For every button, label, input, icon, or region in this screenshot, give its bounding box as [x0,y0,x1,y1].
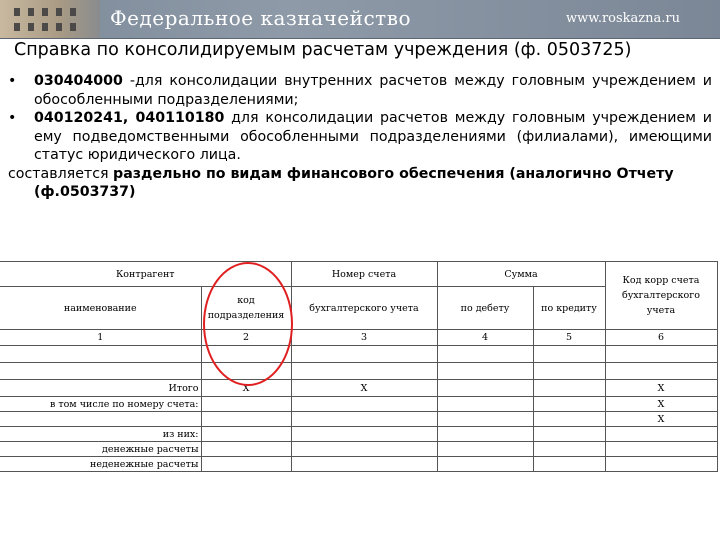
column-number-row [0,330,717,346]
account-codes: 030404000 [34,73,123,89]
bullet-text: -для консолидации внутренних расчетов между головным учреждением и обособленными подразделениями; [34,73,712,108]
header-credit: по кредиту [533,287,605,330]
bullet-marker: • [8,73,17,89]
total-label: Итого [0,380,201,397]
monetary-row [0,442,717,457]
of-which-label: из них: [0,427,201,442]
x-mark: X [605,412,717,427]
building-photo [0,0,100,38]
of-which-row [0,427,717,442]
compose-lead: составляется [8,165,114,182]
header-name: наименование [0,287,201,330]
col-num-3: 3 [291,330,437,346]
col-num-4: 4 [437,330,533,346]
compose-form-ref: (ф.0503737) [34,184,136,200]
bullet-list [8,72,712,202]
header-accounting: бухгалтерского учета [291,287,437,330]
by-account-row [0,397,717,412]
non-monetary-row [0,457,717,472]
account-codes: 040120241, 040110180 [34,110,225,126]
table-row [0,346,717,363]
x-mark: X [605,397,717,412]
header-dept-code: код подразделения [201,287,291,330]
col-num-6: 6 [605,330,717,346]
header-counterparty: Контрагент [0,262,291,287]
monetary-label: денежные расчеты [0,442,201,457]
header-debit: по дебету [437,287,533,330]
compose-note [8,165,712,202]
total-row [0,380,717,397]
header-account-number: Номер счета [291,262,437,287]
table-row [0,412,717,427]
banner-url[interactable]: www.roskazna.ru [565,11,680,26]
consolidation-form-table [0,261,718,472]
table-row [0,363,717,380]
col-num-1: 1 [0,330,201,346]
page-title: Справка по консолидируемым расчетам учреждения (ф. 0503725) [14,40,632,60]
compose-bold: раздельно по видам финансового обеспечения (аналогично Отчету [113,165,674,182]
x-mark: X [605,380,717,397]
bullet-marker: • [8,110,17,126]
col-num-2: 2 [201,330,291,346]
col-num-5: 5 [533,330,605,346]
x-mark: X [291,380,437,397]
banner-title: Федеральное казначейство [110,6,412,30]
bullet-text: для консолидации расчетов между головным учреждением и ему подведомственными обособленными подразделениями (филиалами), имеющими статус юридического лица. [34,110,712,163]
header-banner [0,0,720,39]
highlight-circle [203,262,293,386]
list-item [8,109,712,165]
list-item [8,72,712,109]
header-corr-code: Код корр счета бухгалтерского учета [605,262,717,330]
x-mark: X [201,380,291,397]
header-sum: Сумма [437,262,605,287]
non-monetary-label: неденежные расчеты [0,457,201,472]
including-by-account-label: в том числе по номеру счета: [0,397,201,412]
